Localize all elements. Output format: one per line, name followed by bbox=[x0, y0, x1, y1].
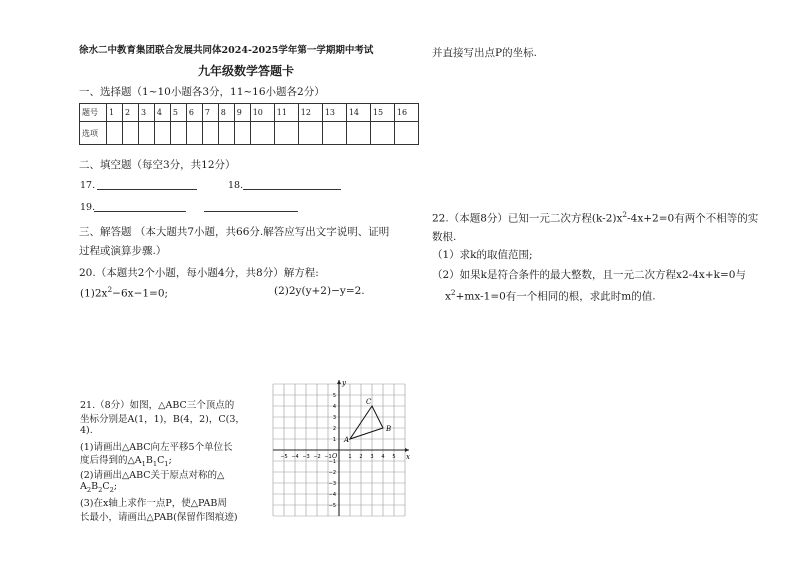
table-row bbox=[80, 122, 419, 145]
x-tick-label: 3 bbox=[370, 454, 374, 460]
x-tick-label: −3 bbox=[302, 454, 310, 460]
answer-cell[interactable] bbox=[234, 122, 250, 145]
answer-cell[interactable] bbox=[370, 122, 394, 145]
card-title: 九年级数学答题卡 bbox=[198, 64, 295, 78]
row2-label: 选项 bbox=[80, 122, 107, 145]
blank18-label: 18. bbox=[228, 180, 244, 191]
q21-carry-over: 并直接写出点P的坐标. bbox=[432, 47, 537, 59]
q21-line3: 4). bbox=[80, 425, 93, 436]
blank19-line-a[interactable] bbox=[94, 211, 186, 212]
q21-line7: $A_2B_2C_2$; bbox=[80, 481, 118, 494]
section3-heading-line1: 三、解答题 （本大题共7小题，共66分.解答应写出文字说明、证明 bbox=[79, 226, 390, 238]
answer-cell[interactable] bbox=[322, 122, 346, 145]
q-num-15: 15 bbox=[370, 104, 394, 122]
q21-line9: 长最小，请画出△PAB(保留作图痕迹) bbox=[80, 512, 238, 523]
y-tick-label: −1 bbox=[328, 459, 336, 465]
triangle-abc bbox=[350, 406, 383, 439]
x-tick-label: −1 bbox=[324, 454, 332, 460]
x-tick-label: 2 bbox=[359, 454, 363, 460]
q-num-3: 3 bbox=[138, 104, 154, 122]
q-num-12: 12 bbox=[298, 104, 322, 122]
answer-cell[interactable] bbox=[202, 122, 218, 145]
y-tick-label: 4 bbox=[332, 404, 336, 410]
q20-eq2: (2)2y(y+2)−y=2. bbox=[274, 285, 365, 297]
x-tick-label: −2 bbox=[313, 454, 321, 460]
section1-heading: 一、选择题（1~10小题各3分，11~16小题各2分） bbox=[79, 86, 325, 98]
q21-line1: 21.（8分）如图，△ABC三个顶点的 bbox=[80, 400, 235, 411]
q-num-6: 6 bbox=[186, 104, 202, 122]
section2-heading: 二、填空题（每空3分，共12分） bbox=[79, 159, 236, 171]
q21-line8: (3)在x轴上求作一点P，使△PAB周 bbox=[80, 498, 227, 509]
answer-cell[interactable] bbox=[274, 122, 298, 145]
x-tick-label: 1 bbox=[348, 454, 352, 460]
vertex-label-c: C bbox=[366, 398, 372, 406]
answer-cell[interactable] bbox=[122, 122, 138, 145]
q21-line5: 度后得到的$\triangle A_1B_1C_1$; bbox=[80, 455, 172, 468]
y-tick-label: −2 bbox=[328, 470, 336, 476]
answer-cell[interactable] bbox=[250, 122, 274, 145]
y-tick-label: −3 bbox=[328, 481, 336, 487]
vertex-label-b: B bbox=[386, 425, 392, 433]
q22-line2: 数根. bbox=[432, 231, 457, 243]
answer-cell[interactable] bbox=[138, 122, 154, 145]
x-tick-label: 5 bbox=[392, 454, 396, 460]
q21-line2: 坐标分别是A(1，1)，B(4，2)，C(3， bbox=[80, 414, 245, 425]
x-axis-label: x bbox=[406, 453, 410, 461]
answer-cell[interactable] bbox=[170, 122, 186, 145]
answer-cell[interactable] bbox=[154, 122, 170, 145]
x-axis-arrow bbox=[405, 448, 409, 452]
x-tick-label: 4 bbox=[381, 454, 385, 460]
table-row bbox=[80, 104, 419, 122]
q-num-14: 14 bbox=[346, 104, 370, 122]
y-tick-label: −5 bbox=[328, 503, 336, 509]
exam-title: 徐水二中教育集团联合发展共同体2024-2025学年第一学期期中考试 bbox=[79, 45, 374, 56]
q-num-7: 7 bbox=[202, 104, 218, 122]
answer-table bbox=[79, 103, 419, 145]
blank17-line[interactable] bbox=[97, 189, 197, 190]
answer-cell[interactable] bbox=[346, 122, 370, 145]
blank19-label: 19. bbox=[80, 202, 96, 213]
section3-heading-line2: 过程或演算步骤.） bbox=[79, 245, 167, 257]
q-num-8: 8 bbox=[218, 104, 234, 122]
q22-part2: （2）如果k是符合条件的最大整数，且一元二次方程x2-4x+k=0与 bbox=[432, 269, 746, 281]
q-num-10: 10 bbox=[250, 104, 274, 122]
coordinate-grid bbox=[268, 380, 410, 530]
answer-cell[interactable] bbox=[394, 122, 418, 145]
y-tick-label: 2 bbox=[332, 426, 336, 432]
y-axis-label: y bbox=[342, 380, 346, 387]
x-tick-label: −4 bbox=[291, 454, 299, 460]
q21-line6: (2)请画出△ABC关于原点对称的△ bbox=[80, 470, 225, 481]
origin-label: O bbox=[332, 452, 338, 460]
q22-line1: 22.（本题8分）已知一元二次方程$(k-2)x^2-4x+2=0$有两个不相等的实 bbox=[432, 210, 759, 225]
row1-label: 题号 bbox=[80, 104, 107, 122]
answer-cell[interactable] bbox=[298, 122, 322, 145]
blank17-label: 17. bbox=[80, 180, 96, 191]
q20-stem: 20.（本题共2个小题，每小题4分，共8分）解方程: bbox=[79, 267, 319, 279]
q22-part1: （1）求k的取值范围; bbox=[432, 249, 533, 261]
y-axis-arrow bbox=[337, 380, 341, 384]
q-num-2: 2 bbox=[122, 104, 138, 122]
blank18-line[interactable] bbox=[243, 189, 341, 190]
q20-eq1: $(1)2x^2-6x-1=0$; bbox=[80, 285, 169, 300]
q-num-5: 5 bbox=[170, 104, 186, 122]
q-num-4: 4 bbox=[154, 104, 170, 122]
answer-cell[interactable] bbox=[107, 122, 123, 145]
answer-cell[interactable] bbox=[218, 122, 234, 145]
q-num-1: 1 bbox=[107, 104, 123, 122]
y-tick-label: −4 bbox=[328, 492, 336, 498]
answer-cell[interactable] bbox=[186, 122, 202, 145]
q22-line5: $x^2+mx-1=0$有一个相同的根，求此时m的值. bbox=[445, 288, 656, 303]
q-num-11: 11 bbox=[274, 104, 298, 122]
q21-line4: (1)请画出△ABC向左平移5个单位长 bbox=[80, 442, 233, 453]
y-tick-label: 5 bbox=[332, 393, 336, 399]
q-num-16: 16 bbox=[394, 104, 418, 122]
x-tick-label: −5 bbox=[280, 454, 288, 460]
vertex-label-a: A bbox=[344, 436, 350, 444]
y-tick-label: 3 bbox=[332, 415, 336, 421]
y-tick-label: 1 bbox=[332, 437, 336, 443]
blank19-line-b[interactable] bbox=[204, 211, 298, 212]
q-num-13: 13 bbox=[322, 104, 346, 122]
q-num-9: 9 bbox=[234, 104, 250, 122]
